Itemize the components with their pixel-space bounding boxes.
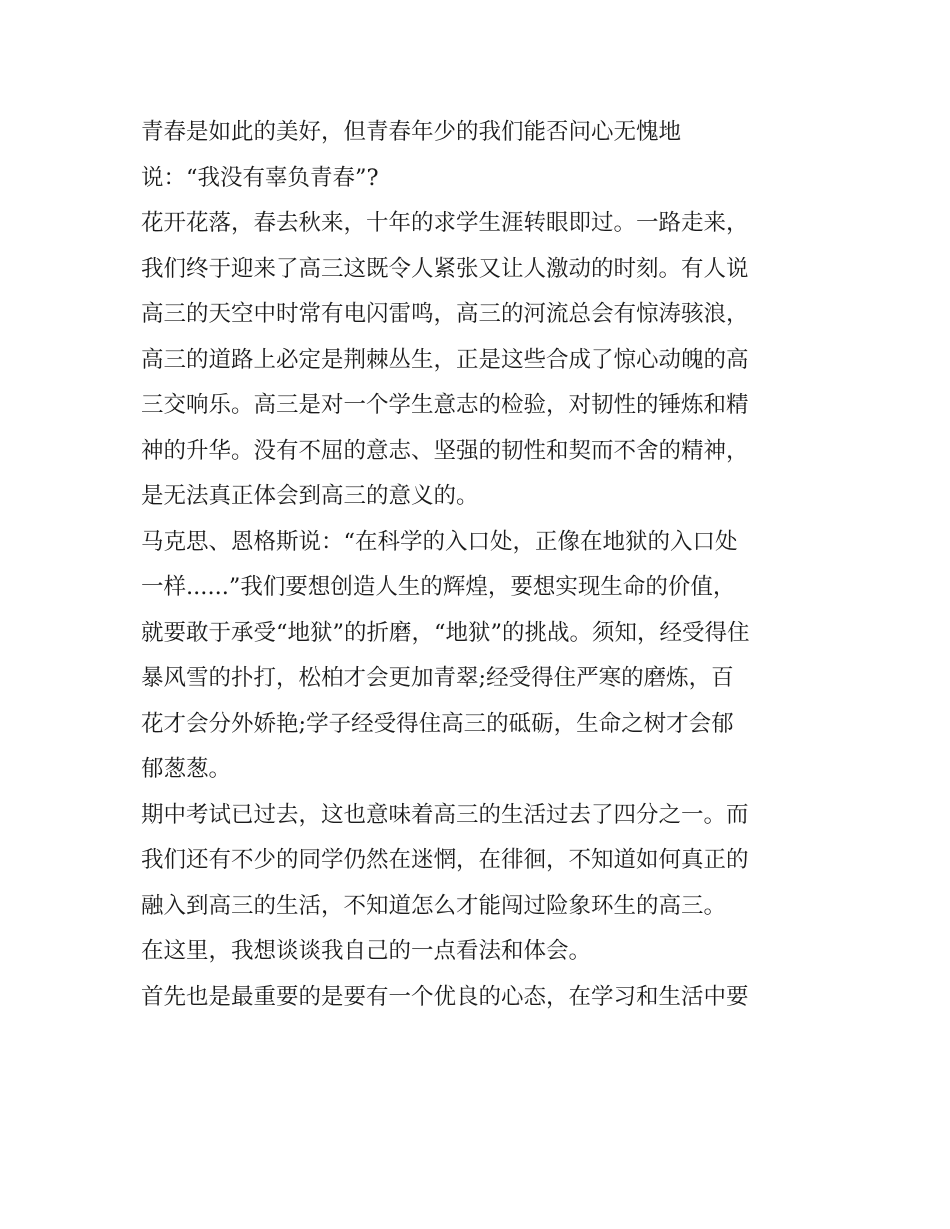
text-line: 融入到高三的生活，不知道怎么才能闯过险象环生的高三。 <box>141 892 727 919</box>
text-line: 高三的天空中时常有电闪雷鸣，高三的河流总会有惊涛骇浪， <box>141 301 749 327</box>
text-line: 郁葱葱。 <box>141 756 232 782</box>
text-line: 三交响乐。高三是对一个学生意志的检验，对韧性的锤炼和精 <box>141 392 749 418</box>
text-line: 我们终于迎来了高三这既令人紧张又让人激动的时刻。有人说 <box>141 255 749 282</box>
text-line: 花开花落，春去秋来，十年的求学生涯转眼即过。一路走来， <box>141 210 749 236</box>
text-line: 神的升华。没有不屈的意志、坚强的韧性和契而不舍的精神， <box>141 437 749 464</box>
document-body <box>141 110 821 1020</box>
text-line: 首先也是最重要的是要有一个优良的心态，在学习和生活中要 <box>141 983 749 1010</box>
text-line: 高三的道路上必定是荆棘丛生，正是这些合成了惊心动魄的高 <box>141 346 749 373</box>
text-line: 是无法真正体会到高三的意义的。 <box>141 483 479 509</box>
text-line: 期中考试已过去，这也意味着高三的生活过去了四分之一。而 <box>141 801 749 828</box>
text-line: 一样......”我们要想创造人生的辉煌，要想实现生命的价值， <box>141 574 736 600</box>
text-line: 我们还有不少的同学仍然在迷惘，在徘徊，不知道如何真正的 <box>141 847 749 873</box>
text-line: 花才会分外娇艳;学子经受得住高三的砥砺，生命之树才会郁 <box>141 710 734 737</box>
text-line: 就要敢于承受“地狱”的折磨，“地狱”的挑战。须知，经受得住 <box>141 619 750 646</box>
text-line: 马克思、恩格斯说：“在科学的入口处，正像在地狱的入口处 <box>141 528 738 555</box>
text-line: 在这里，我想谈谈我自己的一点看法和体会。 <box>141 938 592 964</box>
text-line: 暴风雪的扑打，松柏才会更加青翠;经受得住严寒的磨炼，百 <box>141 665 734 691</box>
text-line: 青春是如此的美好，但青春年少的我们能否问心无愧地 <box>141 119 682 145</box>
text-line: 说：“我没有辜负青春”? <box>141 164 379 191</box>
